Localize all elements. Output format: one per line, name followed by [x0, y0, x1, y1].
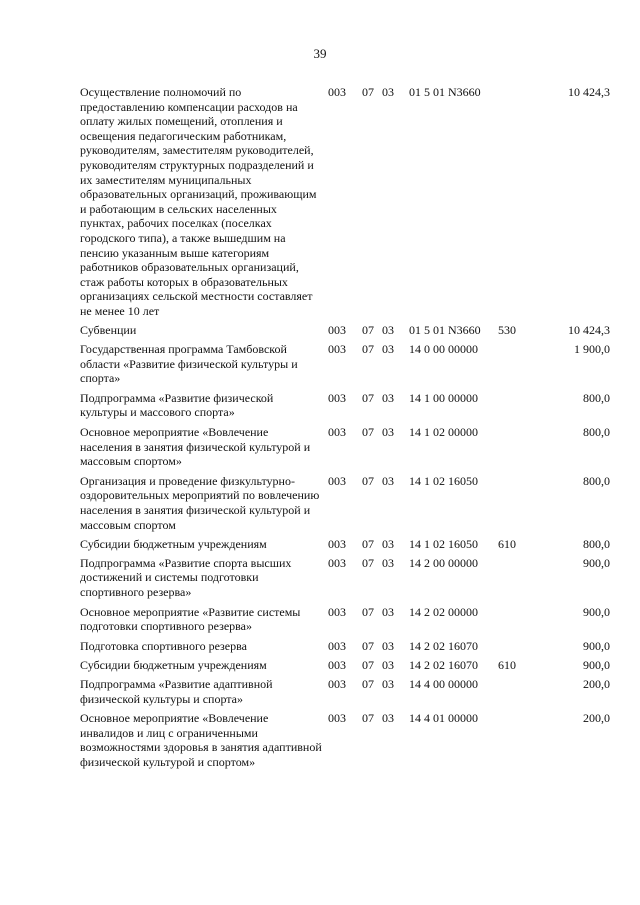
- table-row: [80, 85, 610, 319]
- ministry-code: 003: [328, 658, 346, 673]
- ministry-code: 003: [328, 676, 346, 691]
- subsection-code: 03: [382, 604, 394, 619]
- amount: 1 900,0: [574, 342, 610, 357]
- amount: 900,0: [583, 638, 610, 653]
- subsection-code: 03: [382, 425, 394, 440]
- table-row: [80, 639, 610, 654]
- target-code: 14 0 00 00000: [409, 342, 478, 357]
- section-code: 07: [362, 390, 374, 405]
- table-row: [80, 474, 610, 532]
- row-name: Основное мероприятие «Развитие системы подготовки спортивного резерва»: [80, 604, 301, 634]
- ministry-code: 003: [328, 390, 346, 405]
- row-name: Подготовка спортивного резерва: [80, 638, 247, 653]
- target-code: 01 5 01 N3660: [409, 85, 481, 99]
- ministry-code: 003: [328, 85, 346, 99]
- row-name: Организация и проведение физкультурно-оздоровительных мероприятий по вовлечению населения в занятия физической культурой и массовым спортом: [80, 473, 320, 532]
- section-code: 07: [362, 555, 374, 570]
- subsection-code: 03: [382, 342, 394, 357]
- target-code: 14 1 02 00000: [409, 425, 478, 440]
- amount: 10 424,3: [568, 85, 610, 99]
- section-code: 07: [362, 711, 374, 726]
- table-row: [80, 425, 610, 469]
- subsection-code: 03: [382, 555, 394, 570]
- amount: 800,0: [583, 473, 610, 488]
- row-name: Субсидии бюджетным учреждениям: [80, 658, 267, 673]
- section-code: 07: [362, 537, 374, 552]
- amount: 800,0: [583, 425, 610, 440]
- amount: 900,0: [583, 604, 610, 619]
- target-code: 14 1 00 00000: [409, 390, 478, 405]
- row-name: Основное мероприятие «Вовлечение населения в занятия физической культурой и массовым спортом»: [80, 425, 311, 469]
- target-code: 14 2 02 16070: [409, 658, 478, 673]
- row-name: Субвенции: [80, 322, 137, 337]
- table-row: [80, 711, 610, 769]
- amount: 800,0: [583, 537, 610, 552]
- table-row: [80, 342, 610, 386]
- target-code: 14 2 02 00000: [409, 604, 478, 619]
- row-name: Субсидии бюджетным учреждениям: [80, 537, 267, 552]
- section-code: 07: [362, 604, 374, 619]
- amount: 800,0: [583, 390, 610, 405]
- section-code: 07: [362, 473, 374, 488]
- target-code: 14 2 00 00000: [409, 555, 478, 570]
- ministry-code: 003: [328, 342, 346, 357]
- section-code: 07: [362, 658, 374, 673]
- target-code: 14 1 02 16050: [409, 473, 478, 488]
- subsection-code: 03: [382, 390, 394, 405]
- subsection-code: 03: [382, 658, 394, 673]
- subsection-code: 03: [382, 711, 394, 726]
- section-code: 07: [362, 342, 374, 357]
- amount: 900,0: [583, 658, 610, 673]
- amount: 200,0: [583, 711, 610, 726]
- subsection-code: 03: [382, 85, 394, 99]
- table-row: [80, 537, 610, 552]
- table-row: [80, 605, 610, 634]
- target-code: 14 2 02 16070: [409, 638, 478, 653]
- ministry-code: 003: [328, 604, 346, 619]
- amount: 900,0: [583, 555, 610, 570]
- section-code: 07: [362, 322, 374, 337]
- table-row: [80, 391, 610, 420]
- table-row: [80, 556, 610, 600]
- section-code: 07: [362, 85, 374, 99]
- amount: 200,0: [583, 676, 610, 691]
- expense-type-code: 530: [498, 322, 516, 337]
- section-code: 07: [362, 638, 374, 653]
- subsection-code: 03: [382, 676, 394, 691]
- table-row: [80, 323, 610, 338]
- subsection-code: 03: [382, 638, 394, 653]
- ministry-code: 003: [328, 322, 346, 337]
- target-code: 14 4 01 00000: [409, 711, 478, 726]
- row-name: Осуществление полномочий по предоставлению компенсации расходов на оплату жилых помещений, отопления и освещения педагогическим работникам, руководителям, заместителям руководителей, руководителям структурных подразделений и их заместителям муниципальных образовательных организаций, проживающим и работающим в сельских населенных пунктах, рабочих поселках (поселках городского типа), а также вышедшим на пенсию указанным выше категориям работников образовательных организаций, стаж работы которых в образовательных организациях сельской местности составляет не менее 10 лет: [80, 85, 317, 318]
- table-row: [80, 677, 610, 706]
- target-code: 01 5 01 N3660: [409, 322, 481, 337]
- amount: 10 424,3: [568, 322, 610, 337]
- section-code: 07: [362, 425, 374, 440]
- expense-type-code: 610: [498, 658, 516, 673]
- section-code: 07: [362, 676, 374, 691]
- ministry-code: 003: [328, 711, 346, 726]
- ministry-code: 003: [328, 638, 346, 653]
- row-name: Подпрограмма «Развитие адаптивной физической культуры и спорта»: [80, 676, 273, 706]
- target-code: 14 4 00 00000: [409, 676, 478, 691]
- ministry-code: 003: [328, 425, 346, 440]
- row-name: Государственная программа Тамбовской области «Развитие физической культуры и спорта»: [80, 342, 298, 386]
- row-name: Подпрограмма «Развитие спорта высших достижений и системы подготовки спортивного резерва»: [80, 555, 292, 599]
- ministry-code: 003: [328, 537, 346, 552]
- table-row: [80, 658, 610, 673]
- subsection-code: 03: [382, 322, 394, 337]
- ministry-code: 003: [328, 555, 346, 570]
- row-name: Основное мероприятие «Вовлечение инвалидов и лиц с ограниченными возможностями здоровья в занятия адаптивной физической культурой и спортом»: [80, 711, 322, 769]
- subsection-code: 03: [382, 473, 394, 488]
- ministry-code: 003: [328, 473, 346, 488]
- row-name: Подпрограмма «Развитие физической культуры и массового спорта»: [80, 390, 274, 420]
- page-number: 39: [313, 46, 327, 61]
- target-code: 14 1 02 16050: [409, 537, 478, 552]
- expense-type-code: 610: [498, 537, 516, 552]
- subsection-code: 03: [382, 537, 394, 552]
- budget-table: [80, 85, 610, 770]
